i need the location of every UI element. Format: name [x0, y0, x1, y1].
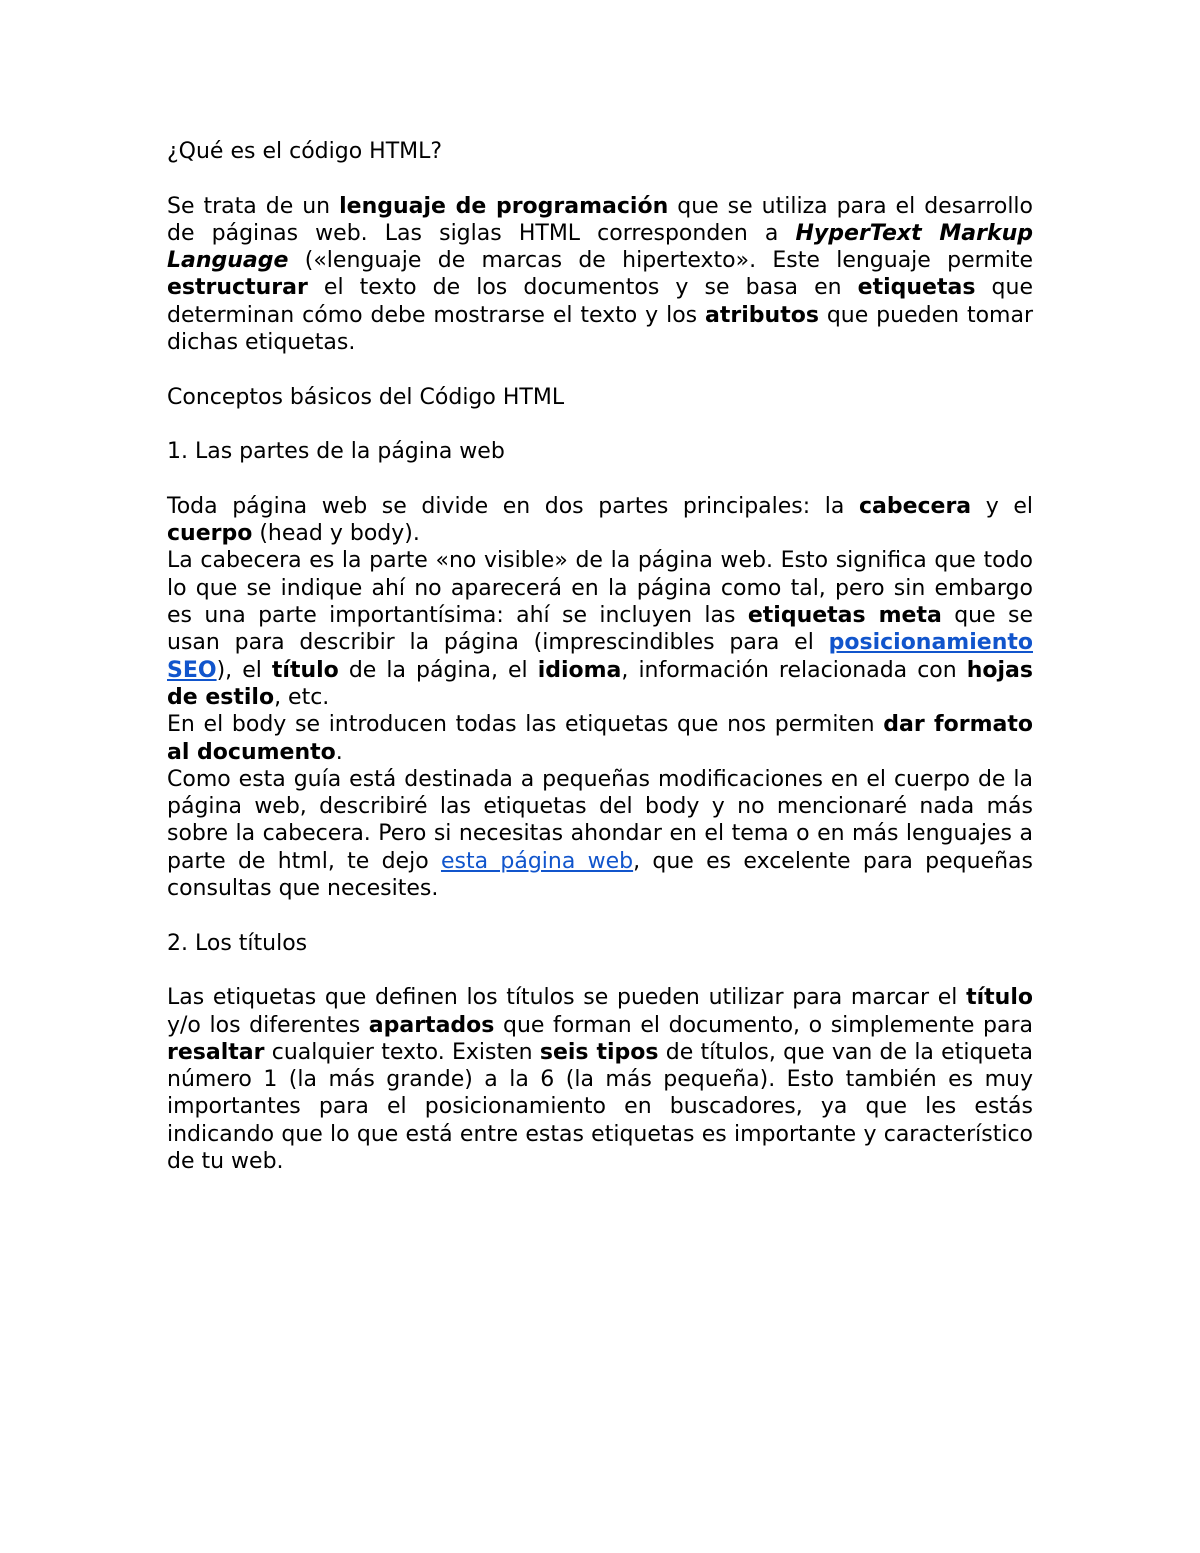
document-title: ¿Qué es el código HTML?: [167, 139, 443, 164]
text-run: («lenguaje de marcas de hipertexto». Este lenguaje permite: [288, 248, 1033, 274]
bold-term: atributos: [705, 302, 819, 328]
text-run: , etc.: [274, 684, 330, 710]
spacer: [167, 957, 1033, 984]
spacer: [167, 902, 1033, 929]
bold-term: título: [271, 657, 339, 683]
bold-term: hojas de estilo: [167, 657, 1033, 710]
spacer: [167, 411, 1033, 438]
bold-italic-term: HyperText Markup Language: [167, 220, 1034, 274]
text-run: que se utiliza para el desarrollo de páginas web. Las siglas HTML corresponden a: [167, 193, 1034, 246]
intro-paragraph: [167, 193, 1033, 357]
bold-term: seis tipos: [539, 1039, 659, 1065]
seo-link[interactable]: posicionamiento SEO: [167, 630, 1033, 683]
concepts-heading: Conceptos básicos del Código HTML: [167, 384, 565, 410]
text-run: el texto de los documentos y se basa en: [307, 275, 858, 301]
text-run: que pueden tomar dichas etiquetas.: [167, 302, 1034, 356]
text-run: de la página, el: [338, 657, 538, 683]
text-run: y/o los diferentes: [167, 1012, 369, 1038]
bold-term: resaltar: [167, 1039, 265, 1065]
section1-paragraph-2: [167, 547, 1033, 711]
text-run: (head y body).: [252, 521, 420, 547]
text-run: En el body se introducen todas las etiquetas que nos permiten: [167, 712, 884, 738]
text-run: que forman el documento, o simplemente para: [494, 1012, 1033, 1038]
text-run: y el: [971, 493, 1033, 519]
text-run: , información relacionada con: [621, 657, 967, 683]
section1-paragraph-1: [167, 493, 1033, 548]
spacer: [167, 165, 1033, 192]
reference-web-link[interactable]: esta página web: [440, 848, 634, 874]
bold-term: cuerpo: [167, 521, 253, 547]
bold-term: dar formato al documento: [167, 712, 1033, 765]
text-run: .: [335, 739, 343, 765]
bold-term: etiquetas meta: [747, 603, 942, 629]
text-run: Las etiquetas que definen los títulos se pueden utilizar para marcar el: [167, 985, 967, 1011]
document-page: [167, 138, 1033, 1175]
bold-term: lenguaje de programación: [339, 193, 669, 219]
bold-term: estructurar: [167, 275, 308, 301]
text-run: cualquier texto. Existen: [264, 1039, 540, 1065]
section2-paragraph-1: [167, 984, 1033, 1175]
text-run: de títulos, que van de la etiqueta número 1 (la más grande) a la 6 (la más pequeña). Esto también es muy importantes para el posicionamiento en buscadores, ya que les estás indicando que lo que está entre estas etiquetas es importante y característico de tu web.: [167, 1039, 1034, 1174]
bold-term: idioma: [537, 657, 622, 683]
text-run: , que es excelente para pequeñas consultas que necesites.: [167, 848, 1033, 902]
spacer: [167, 466, 1033, 493]
section2-heading: 2. Los títulos: [167, 930, 308, 956]
text-run: Se trata de un: [167, 193, 340, 219]
section1-paragraph-3: [167, 711, 1033, 766]
text-run: Toda página web se divide en dos partes principales: la: [167, 493, 859, 519]
section1-heading: 1. Las partes de la página web: [167, 439, 505, 465]
bold-term: cabecera: [858, 493, 972, 519]
text-run: La cabecera es la parte «no visible» de la página web. Esto significa que todo lo que se indique ahí no aparecerá en la página como tal, pero sin embargo es una parte importantísima: ahí se incluyen las: [167, 548, 1033, 629]
bold-term: etiquetas: [857, 275, 976, 301]
spacer: [167, 356, 1033, 383]
text-run: Como esta guía está destinada a pequeñas modificaciones en el cuerpo de la página web, describiré las etiquetas del body y no mencionaré nada más sobre la cabecera. Pero si necesitas ahondar en el tema o en más lenguajes a parte de html, te dejo: [167, 766, 1033, 874]
bold-term: apartados: [368, 1012, 495, 1038]
text-run: que se usan para describir la página (imprescindibles para el: [167, 603, 1033, 656]
bold-term: título: [966, 985, 1033, 1011]
section1-paragraph-4: [167, 766, 1033, 902]
text-run: que determinan cómo debe mostrarse el texto y los: [167, 275, 1033, 328]
text-run: ), el: [216, 657, 272, 683]
